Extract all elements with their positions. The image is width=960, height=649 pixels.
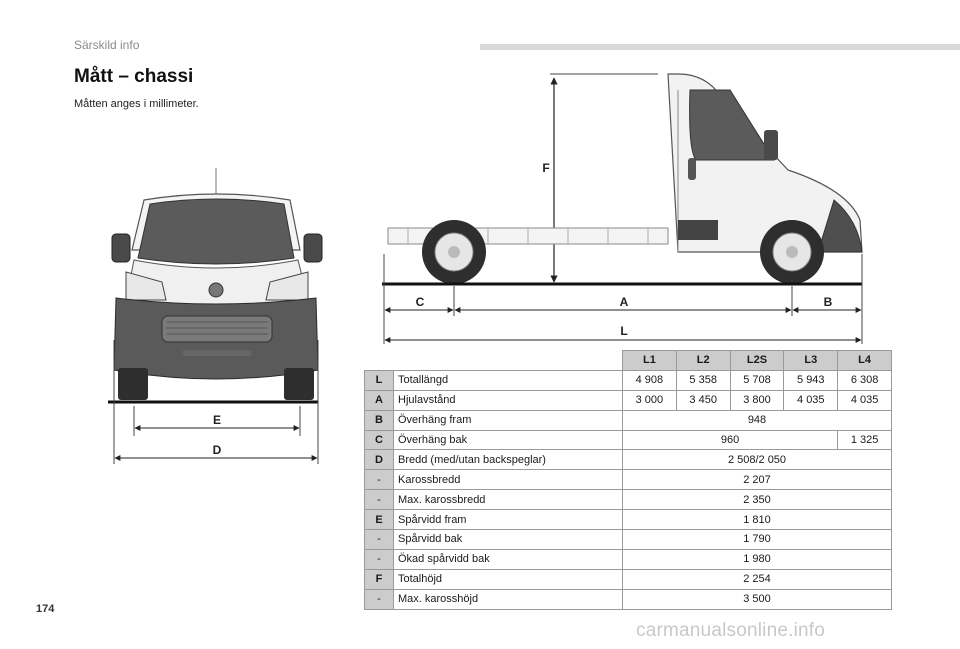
row-value: 3 000: [623, 390, 677, 410]
row-description: Överhäng fram: [394, 410, 623, 430]
side-label-a: A: [619, 295, 629, 309]
row-value: 5 943: [784, 370, 838, 390]
table-row: [365, 490, 892, 510]
side-view-diagram: [378, 70, 870, 346]
column-header: L1: [623, 351, 677, 371]
row-code: B: [365, 410, 394, 430]
row-code: -: [365, 589, 394, 609]
row-code: A: [365, 390, 394, 410]
row-value: 2 350: [623, 490, 892, 510]
column-header: L2: [676, 351, 730, 371]
header-blank: [365, 351, 623, 371]
row-value: 960: [623, 430, 838, 450]
table-row: [365, 410, 892, 430]
row-description: Max. karosshöjd: [394, 589, 623, 609]
row-code: F: [365, 569, 394, 589]
row-value: 1 810: [623, 510, 892, 530]
row-code: -: [365, 470, 394, 490]
front-label-d: D: [212, 443, 222, 457]
row-value: 1 980: [623, 549, 892, 569]
side-label-f: F: [542, 161, 550, 175]
column-header: L2S: [730, 351, 784, 371]
row-description: Spårvidd fram: [394, 510, 623, 530]
row-value: 4 035: [838, 390, 892, 410]
row-description: Ökad spårvidd bak: [394, 549, 623, 569]
dimensions-table: [364, 350, 892, 610]
row-code: D: [365, 450, 394, 470]
row-description: Hjulavstånd: [394, 390, 623, 410]
row-value: 1 325: [838, 430, 892, 450]
table-header-row: [365, 351, 892, 371]
row-value: 5 708: [730, 370, 784, 390]
table-row: [365, 510, 892, 530]
row-code: C: [365, 430, 394, 450]
page-subtitle: Måtten anges i millimeter.: [74, 98, 199, 110]
front-view-diagram: [104, 160, 324, 470]
table-row: [365, 430, 892, 450]
side-label-b: B: [823, 295, 833, 309]
table-row: [365, 450, 892, 470]
section-label: Särskild info: [74, 38, 140, 52]
row-value: 1 790: [623, 530, 892, 550]
table-row: [365, 569, 892, 589]
row-code: -: [365, 530, 394, 550]
row-code: -: [365, 549, 394, 569]
row-description: Totallängd: [394, 370, 623, 390]
page-title: Mått – chassi: [74, 66, 194, 87]
row-value: 2 508/2 050: [623, 450, 892, 470]
row-description: Max. karossbredd: [394, 490, 623, 510]
row-value: 3 800: [730, 390, 784, 410]
row-value: 5 358: [676, 370, 730, 390]
row-value: 3 500: [623, 589, 892, 609]
row-description: Karossbredd: [394, 470, 623, 490]
row-code: L: [365, 370, 394, 390]
page-number: 174: [36, 603, 55, 615]
row-value: 4 035: [784, 390, 838, 410]
table-row: [365, 470, 892, 490]
table-row: [365, 530, 892, 550]
row-value: 4 908: [623, 370, 677, 390]
side-label-l: L: [620, 324, 628, 338]
watermark: carmanualsonline.info: [636, 620, 826, 641]
row-description: Bredd (med/utan backspeglar): [394, 450, 623, 470]
column-header: L3: [784, 351, 838, 371]
table-row: [365, 589, 892, 609]
row-description: Spårvidd bak: [394, 530, 623, 550]
table-row: [365, 549, 892, 569]
side-label-c: C: [415, 295, 425, 309]
row-code: E: [365, 510, 394, 530]
row-value: 948: [623, 410, 892, 430]
row-code: -: [365, 490, 394, 510]
header-bar: [480, 44, 960, 50]
row-value: 2 254: [623, 569, 892, 589]
table-row: [365, 370, 892, 390]
front-label-e: E: [212, 413, 222, 427]
row-value: 6 308: [838, 370, 892, 390]
row-description: Överhäng bak: [394, 430, 623, 450]
column-header: L4: [838, 351, 892, 371]
row-description: Totalhöjd: [394, 569, 623, 589]
row-value: 3 450: [676, 390, 730, 410]
row-value: 2 207: [623, 470, 892, 490]
table-row: [365, 390, 892, 410]
